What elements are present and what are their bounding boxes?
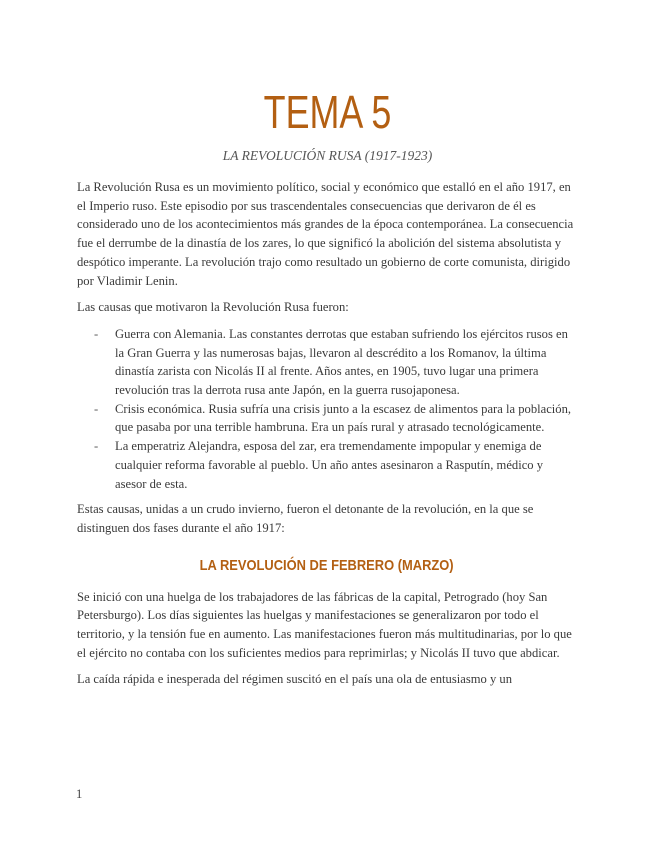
- bullet-marker: -: [94, 401, 99, 416]
- list-item: [77, 325, 577, 400]
- bullet-marker: -: [94, 439, 99, 454]
- section-heading: [77, 556, 577, 576]
- list-item: [77, 400, 577, 437]
- page-number: 1: [76, 787, 83, 801]
- bullet-marker: -: [94, 326, 99, 341]
- section-heading-text: LA REVOLUCIÓN DE FEBRERO (MARZO): [200, 556, 454, 574]
- page-subtitle: LA REVOLUCIÓN RUSA (1917-1923): [222, 148, 433, 163]
- section-paragraph: Se inició con una huelga de los trabajadores de las fábricas de la capital, Petrogrado (hoy San Petersburgo). Los días siguientes las huelgas y manifestaciones se generalizaron por todo el territorio, y la tensión fue en aumento. Las manifestaciones fueron más multitudinarias, por lo que el ejército no contaba con los suficientes medios para reprimirlas; y Nicolás II tuvo que abdicar.: [77, 589, 572, 660]
- list-item-text: La emperatriz Alejandra, esposa del zar, era tremendamente impopular y enemiga de cualquier reforma favorable al pueblo. Un año antes asesinaron a Rasputín, médico y asesor de esta.: [115, 439, 544, 491]
- list-item-text: Crisis económica. Rusia sufría una crisis junto a la escasez de alimentos para la población, que pasaba por una terrible hambruna. Era un país rural y atrasado tecnológicamente.: [115, 401, 572, 435]
- intro-paragraph: La Revolución Rusa es un movimiento político, social y económico que estalló en el año 1917, en el Imperio ruso. Este episodio por sus trascendentales consecuencias que derivaron de él es considerado uno de los acontecimientos más grandes de la época contemporánea. La consecuencia fue el derrumbe de la dinastía de los zares, lo que significó la abolición del sistema absolutista y despótico imperante. La revolución trajo como resultado un gobierno de corte comunista, dirigido por Vladimir Lenin.: [77, 180, 574, 288]
- list-item-text: Guerra con Alemania. Las constantes derrotas que estaban sufriendo los ejércitos rusos en la Gran Guerra y las numerosas bajas, llevaron al descrédito a los Romanov, la última dinastía zarista con Nicolás II al frente. Años antes, en 1905, tuvo lugar una primera revolución tras la derrota rusa ante Japón, en la guerra rusojaponesa.: [115, 326, 568, 398]
- list-item: [77, 437, 577, 493]
- section-paragraph-continued: La caída rápida e inesperada del régimen suscitó en el país una ola de entusiasmo y un: [77, 672, 513, 687]
- page-title: TEMA 5: [263, 86, 392, 138]
- causes-outro-paragraph: Estas causas, unidas a un crudo invierno, fueron el detonante de la revolución, en la que se distinguen dos fases durante el año 1917:: [77, 502, 534, 535]
- causes-intro-paragraph: Las causas que motivaron la Revolución Rusa fueron:: [77, 300, 349, 315]
- document-body: [77, 178, 577, 697]
- causes-list: [77, 325, 577, 493]
